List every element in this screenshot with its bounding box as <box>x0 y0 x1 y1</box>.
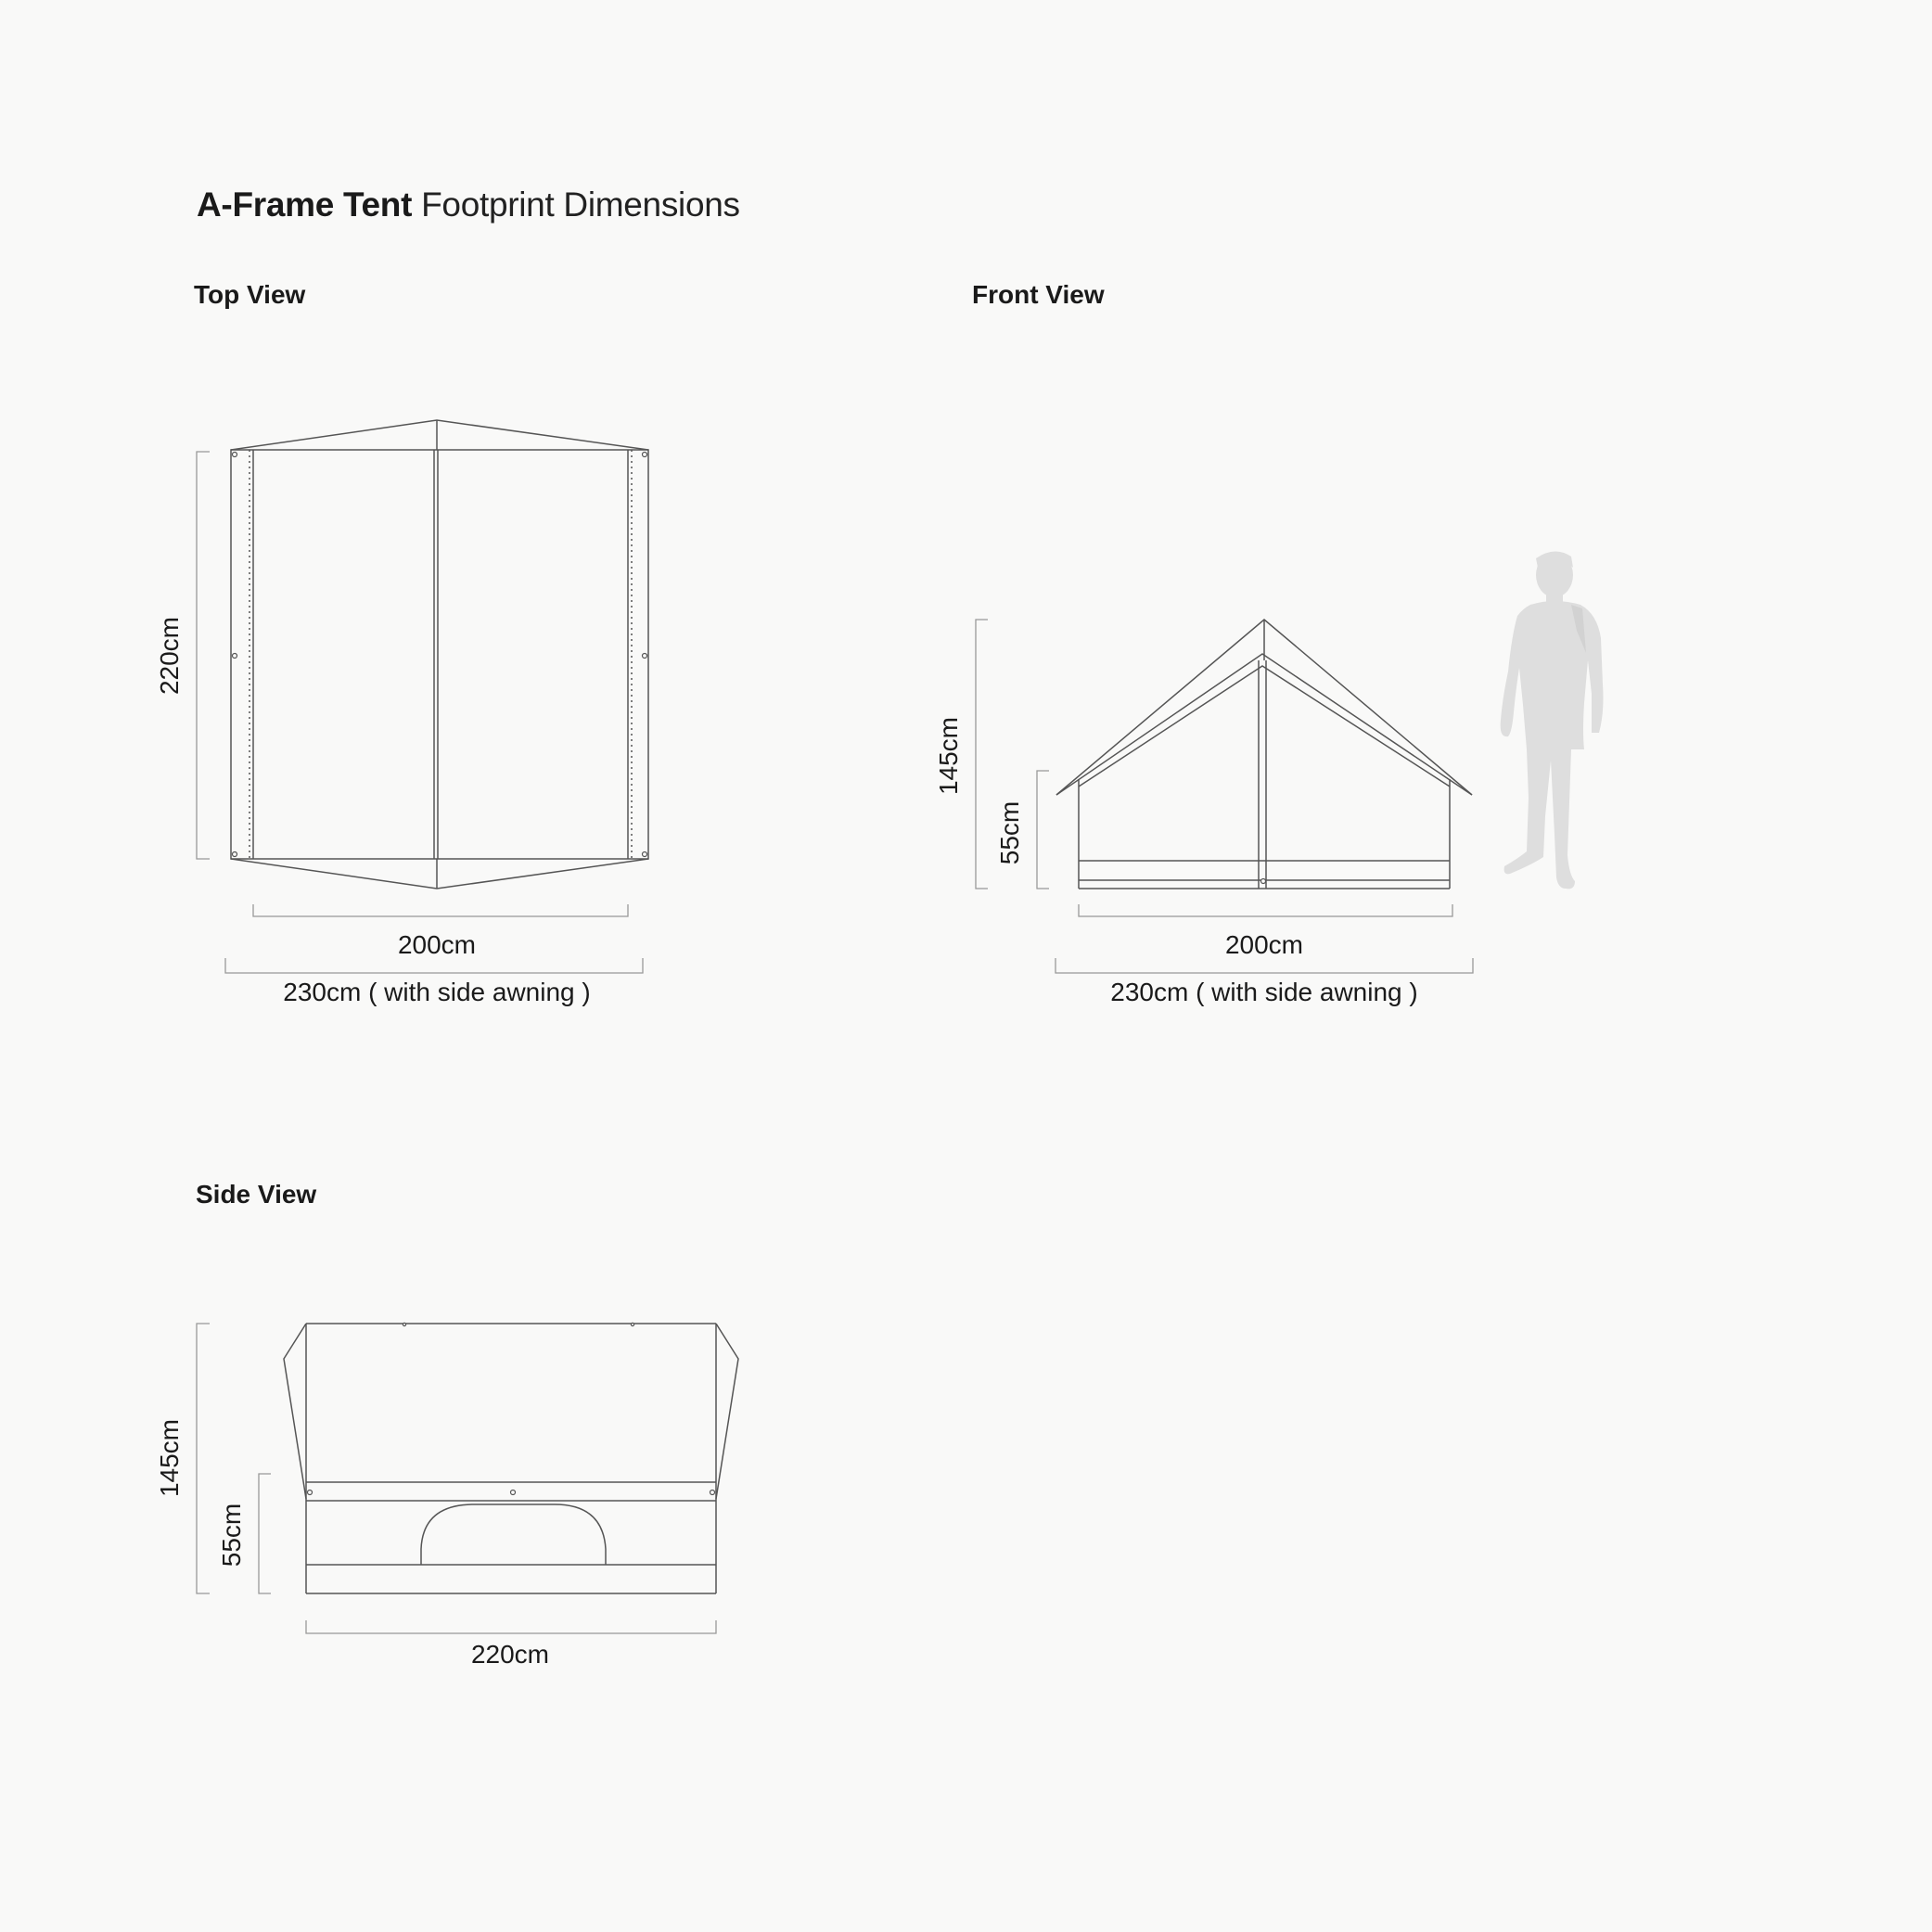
top-height-dim <box>197 452 210 859</box>
top-height-label: 220cm <box>155 616 184 696</box>
side-length-dim <box>306 1620 716 1633</box>
side-height-label: 145cm <box>155 1418 184 1498</box>
front-height-dim <box>976 620 988 889</box>
front-view-drawing <box>934 620 1473 1006</box>
side-height-dim <box>197 1324 210 1593</box>
front-view-heading: Front View <box>972 280 1105 309</box>
front-wall-label: 55cm <box>995 800 1024 865</box>
top-view-heading: Top View <box>194 280 306 309</box>
side-view-heading: Side View <box>196 1180 317 1209</box>
side-view-right-awning <box>716 1324 738 1499</box>
side-view-drawing <box>155 1323 738 1669</box>
top-width-dim <box>253 904 628 916</box>
title-bold: A-Frame Tent <box>197 186 413 224</box>
top-view-ridge-top <box>231 420 648 450</box>
title-rest: Footprint Dimensions <box>421 186 740 224</box>
front-height-label: 145cm <box>934 716 963 796</box>
side-length-label: 220cm <box>470 1640 550 1669</box>
top-view-outline <box>231 450 648 859</box>
front-view-inner-roof <box>1056 654 1472 795</box>
top-awning-dim <box>225 958 643 973</box>
top-awning-label: 230cm ( with side awning ) <box>283 978 591 1006</box>
front-awning-label: 230cm ( with side awning ) <box>1110 978 1418 1006</box>
side-wall-label: 55cm <box>217 1503 246 1567</box>
front-awning-dim <box>1056 958 1473 973</box>
stake-dot <box>233 453 237 457</box>
top-width-label: 200cm <box>397 930 477 959</box>
front-wall-dim <box>1037 771 1049 889</box>
front-width-label: 200cm <box>1224 930 1304 959</box>
top-view-ridge-bottom <box>231 859 648 889</box>
top-view-drawing <box>155 420 648 1006</box>
person-silhouette <box>1501 551 1604 889</box>
side-view-door <box>421 1504 606 1565</box>
side-wall-dim <box>259 1474 271 1593</box>
front-width-dim <box>1079 904 1452 916</box>
side-view-left-awning <box>284 1324 306 1499</box>
